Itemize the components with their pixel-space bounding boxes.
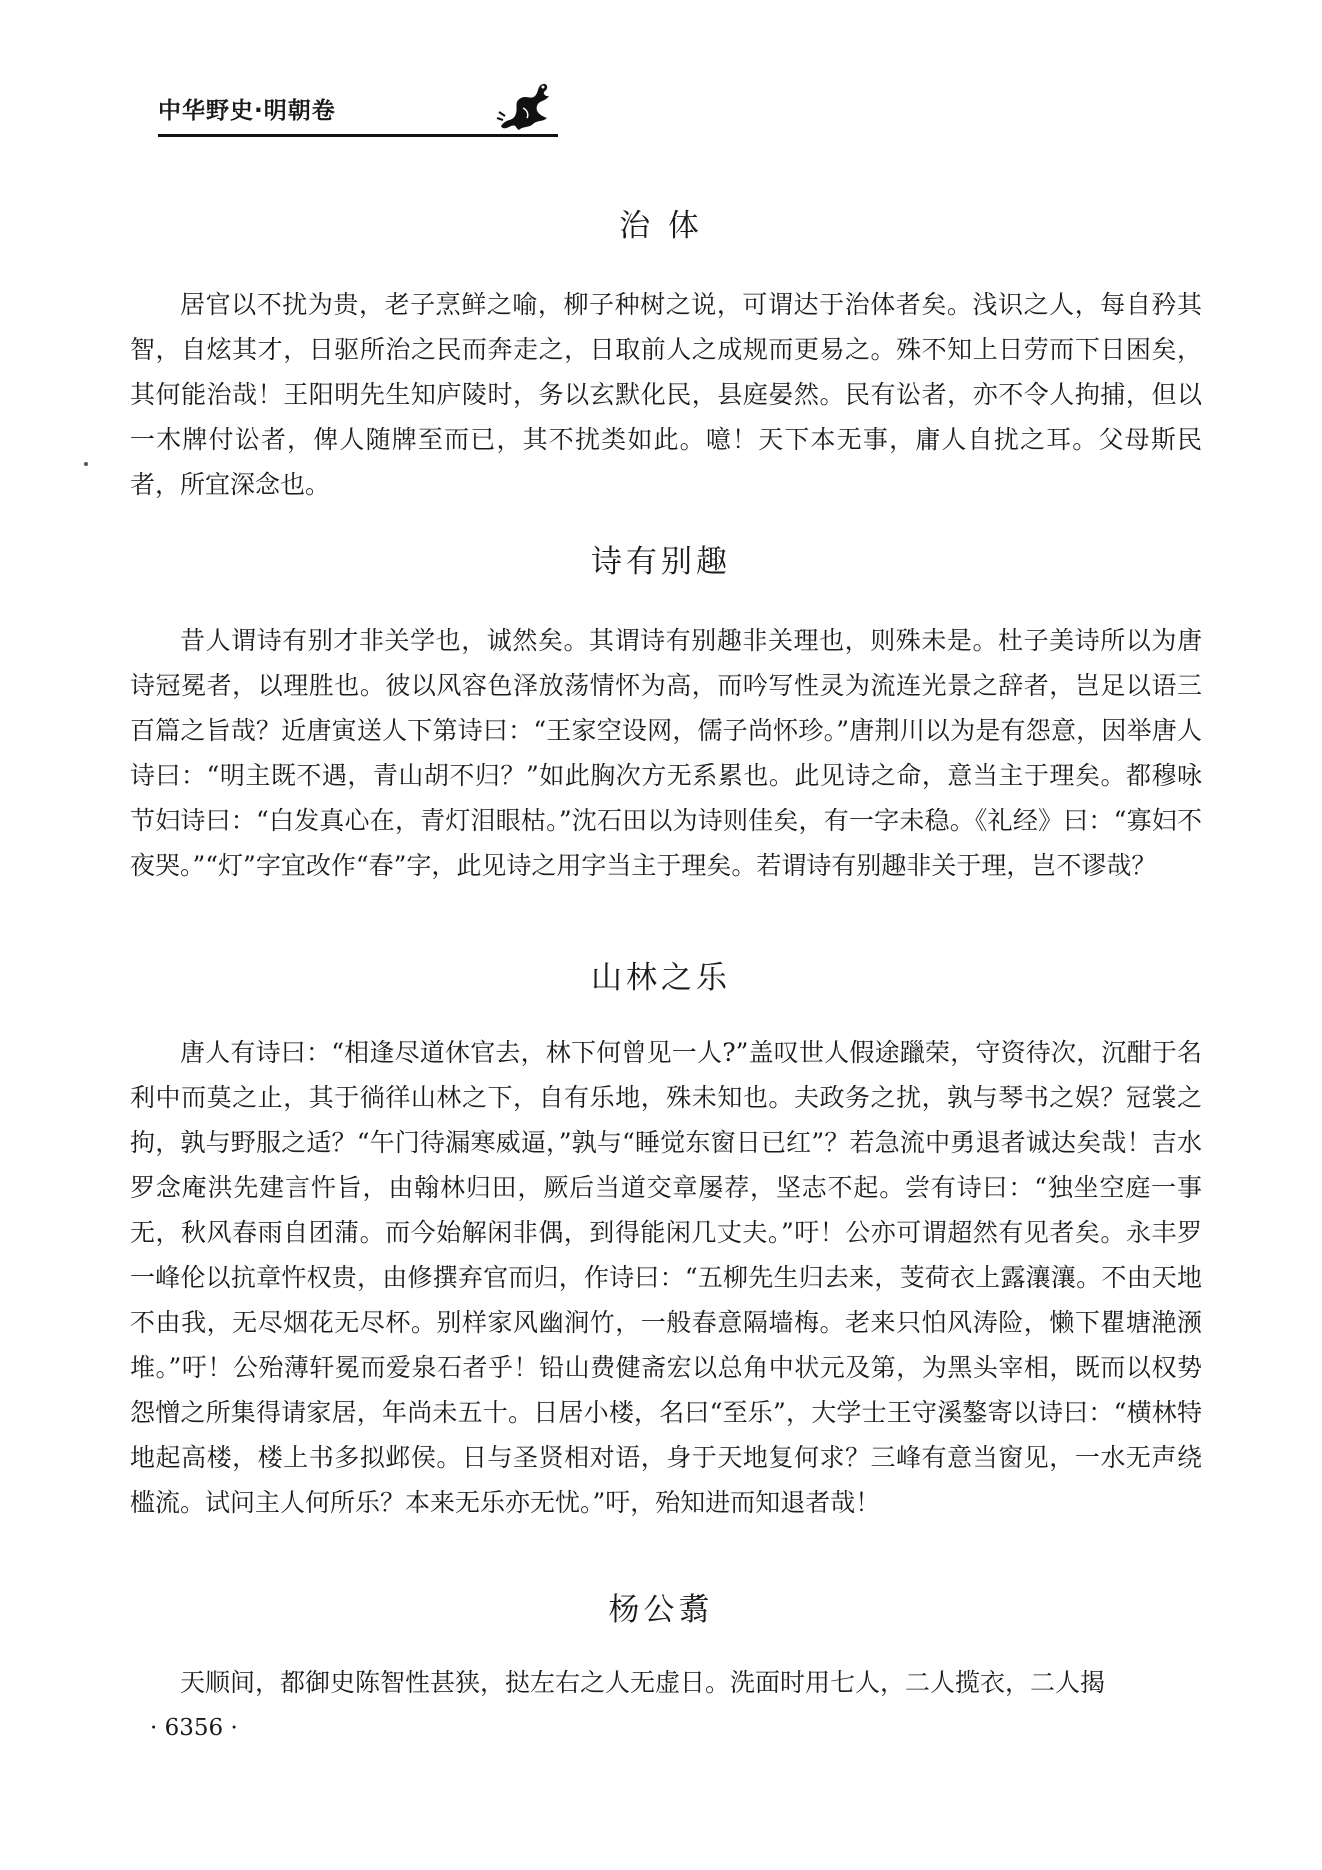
section-body-shi-you-bie-qu: 昔人谓诗有别才非关学也，诚然矣。其谓诗有别趣非关理也，则殊未是。杜子美诗所以为唐诗冠冕者，以理胜也。彼以风容色泽放荡情怀为高，而吟写性灵为流连光景之辞者，岂足以语三百篇之旨哉？近唐寅送人下第诗曰：“王家空设网，儒子尚怀珍。”唐荆川以为是有怨意，因举唐人诗曰：“明主既不遇，青山胡不归？”如此胸次方无系累也。此见诗之命，意当主于理矣。都穆咏节妇诗曰：“白发真心在，青灯泪眼枯。”沈石田以为诗则佳矣，有一字未稳。《礼经》曰：“寡妇不夜哭。”“灯”字宜改作“春”字，此见诗之用字当主于理矣。若谓诗有别趣非关于理，岂不谬哉？ bbox=[130, 626, 1202, 880]
section-title-shi-you-bie-qu: 诗有别趣 bbox=[591, 544, 731, 580]
section-title-yang-gong-zhu: 杨公翥 bbox=[608, 1592, 714, 1628]
running-header bbox=[158, 78, 558, 140]
dragon-icon bbox=[493, 78, 555, 134]
section-title-zhiti: 治 体 bbox=[619, 208, 703, 244]
section-body-shan-lin-zhi-le: 唐人有诗曰：“相逢尽道休官去，林下何曾见一人?”盖叹世人假途躐荣，守资待次，沉酣于名利中而莫之止，其于徜徉山林之下，自有乐地，殊未知也。夫政务之扰，孰与琴书之娱？冠裳之拘，孰与野服之适？“午门待漏寒威逼，”孰与“睡觉东窗日已红”？若急流中勇退者诚达矣哉！吉水罗念庵洪先建言忤旨，由翰林归田，厥后当道交章屡荐，坚志不起。尝有诗曰：“独坐空庭一事无，秋风春雨自团蒲。而今始解闲非偶，到得能闲几丈夫。”吁！公亦可谓超然有见者矣。永丰罗一峰伦以抗章忤权贵，由修撰弃官而归，作诗曰：“五柳先生归去来，芰荷衣上露瀼瀼。不由天地不由我，无尽烟花无尽杯。别样家风幽涧竹，一般春意隔墙梅。老来只怕风涛险，懒下瞿塘滟滪堆。”吁！公殆薄轩冕而爱泉石者乎！铅山费健斋宏以总角中状元及第，为黑头宰相，既而以权势怨憎之所集得请家居，年尚未五十。日居小楼，名曰“至乐”，大学士王守溪鏊寄以诗曰：“横林特地起高楼，楼上书多拟邺侯。日与圣贤相对语，身于天地复何求？三峰有意当窗见，一水无声绕槛流。试问主人何所乐？本来无乐亦无忧。”吁，殆知进而知退者哉！ bbox=[130, 1038, 1202, 1517]
header-rule bbox=[158, 134, 558, 137]
book-title: 中华野史·明朝卷 bbox=[158, 98, 336, 124]
section-body-yang-gong-zhu: 天顺间，都御史陈智性甚狭，挞左右之人无虚日。洗面时用七人，二人揽衣，二人揭 bbox=[180, 1668, 1106, 1697]
section-title-shan-lin-zhi-le: 山林之乐 bbox=[591, 960, 731, 996]
scan-speck bbox=[84, 462, 88, 466]
page-number: · 6356 · bbox=[150, 1715, 238, 1741]
section-body-zhiti: 居官以不扰为贵，老子烹鲜之喻，柳子种树之说，可谓达于治体者矣。浅识之人，每自矜其智，自炫其才，日驱所治之民而奔走之，日取前人之成规而更易之。殊不知上日劳而下日困矣，其何能治哉！王阳明先生知庐陵时，务以玄默化民，县庭晏然。民有讼者，亦不令人拘捕，但以一木牌付讼者，俾人随牌至而已，其不扰类如此。噫！天下本无事，庸人自扰之耳。父母斯民者，所宜深念也。 bbox=[130, 290, 1202, 499]
